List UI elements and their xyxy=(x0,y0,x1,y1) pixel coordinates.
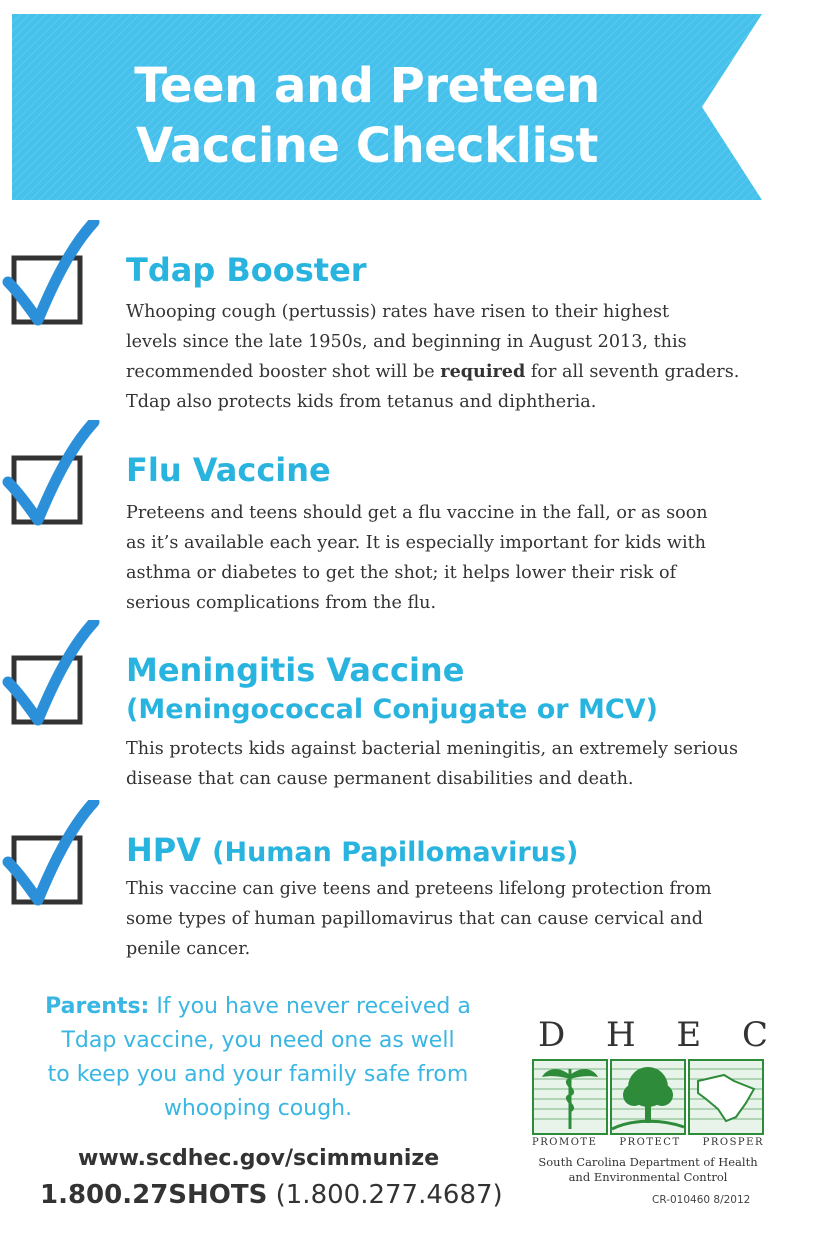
title-line-1: Teen and Preteen xyxy=(134,58,600,114)
checked-box-icon xyxy=(0,220,100,330)
org-line: and Environmental Control xyxy=(568,1170,728,1184)
logo-letter: H xyxy=(606,1015,636,1055)
organization-name xyxy=(528,1155,768,1185)
dhec-logo xyxy=(528,1015,768,1184)
title-banner xyxy=(12,14,762,200)
body-line: some types of human papillomavirus that can cause cervical and xyxy=(126,909,704,929)
logo-motto xyxy=(532,1137,764,1148)
logo-letter: E xyxy=(676,1015,702,1055)
phone-digits: (1.800.277.4687) xyxy=(275,1180,503,1210)
parents-note xyxy=(18,990,498,1126)
item-subtitle: (Human Papillomavirus) xyxy=(212,837,579,868)
item-description xyxy=(126,297,786,417)
org-line: South Carolina Department of Health xyxy=(538,1155,758,1169)
body-line: Preteens and teens should get a flu vaccine in the fall, or as soon xyxy=(126,503,708,523)
checked-box-icon xyxy=(0,620,100,730)
item-title xyxy=(126,830,578,873)
logo-panels-icon xyxy=(532,1059,764,1135)
body-line: asthma or diabetes to get the shot; it helps lower their risk of xyxy=(126,563,677,583)
parents-text: Tdap vaccine, you need one as well xyxy=(61,1028,455,1053)
body-line: levels since the late 1950s, and beginning in August 2013, this xyxy=(126,332,687,352)
logo-letter: C xyxy=(741,1015,768,1055)
body-line: penile cancer. xyxy=(126,939,251,959)
body-line: serious complications from the flu. xyxy=(126,593,437,613)
body-line: as it’s available each year. It is especially important for kids with xyxy=(126,533,706,553)
body-line: Whooping cough (pertussis) rates have risen to their highest xyxy=(126,302,670,322)
page-title xyxy=(12,56,722,176)
checked-box-icon xyxy=(0,800,100,910)
body-line: This protects kids against bacterial meningitis, an extremely serious xyxy=(126,739,739,759)
checked-box-icon xyxy=(0,420,100,530)
body-line: recommended booster shot will be required for all seventh graders. xyxy=(126,361,740,382)
parents-text: whooping cough. xyxy=(163,1096,353,1121)
item-title: Meningitis Vaccine xyxy=(126,651,465,689)
phone-number xyxy=(40,1180,503,1210)
emphasis-required: required xyxy=(440,361,526,382)
item-title-abbrev: HPV xyxy=(126,831,201,869)
body-line: Tdap also protects kids from tetanus and diphtheria. xyxy=(126,392,597,412)
document-number: CR-010460 8/2012 xyxy=(652,1194,751,1206)
item-title: Flu Vaccine xyxy=(126,451,331,489)
item-subtitle: (Meningococcal Conjugate or MCV) xyxy=(126,694,658,725)
item-description xyxy=(126,874,786,964)
parents-text: If you have never received a xyxy=(156,994,471,1019)
body-line: This vaccine can give teens and preteens lifelong protection from xyxy=(126,879,712,899)
motto-word: PROTECT xyxy=(619,1137,681,1148)
logo-letter: D xyxy=(538,1015,566,1055)
website-url[interactable]: www.scdhec.gov/scimmunize xyxy=(78,1146,440,1171)
motto-word: PROMOTE xyxy=(532,1137,598,1148)
motto-word: PROSPER xyxy=(702,1137,764,1148)
parents-label: Parents: xyxy=(45,994,150,1019)
body-line: disease that can cause permanent disabilities and death. xyxy=(126,769,634,789)
item-title: Tdap Booster xyxy=(126,251,367,289)
phone-vanity: 1.800.27SHOTS xyxy=(40,1180,268,1210)
item-description xyxy=(126,498,786,618)
logo-letters xyxy=(538,1015,768,1055)
parents-text: to keep you and your family safe from xyxy=(47,1062,469,1087)
item-description xyxy=(126,734,786,794)
title-line-2: Vaccine Checklist xyxy=(136,118,598,174)
